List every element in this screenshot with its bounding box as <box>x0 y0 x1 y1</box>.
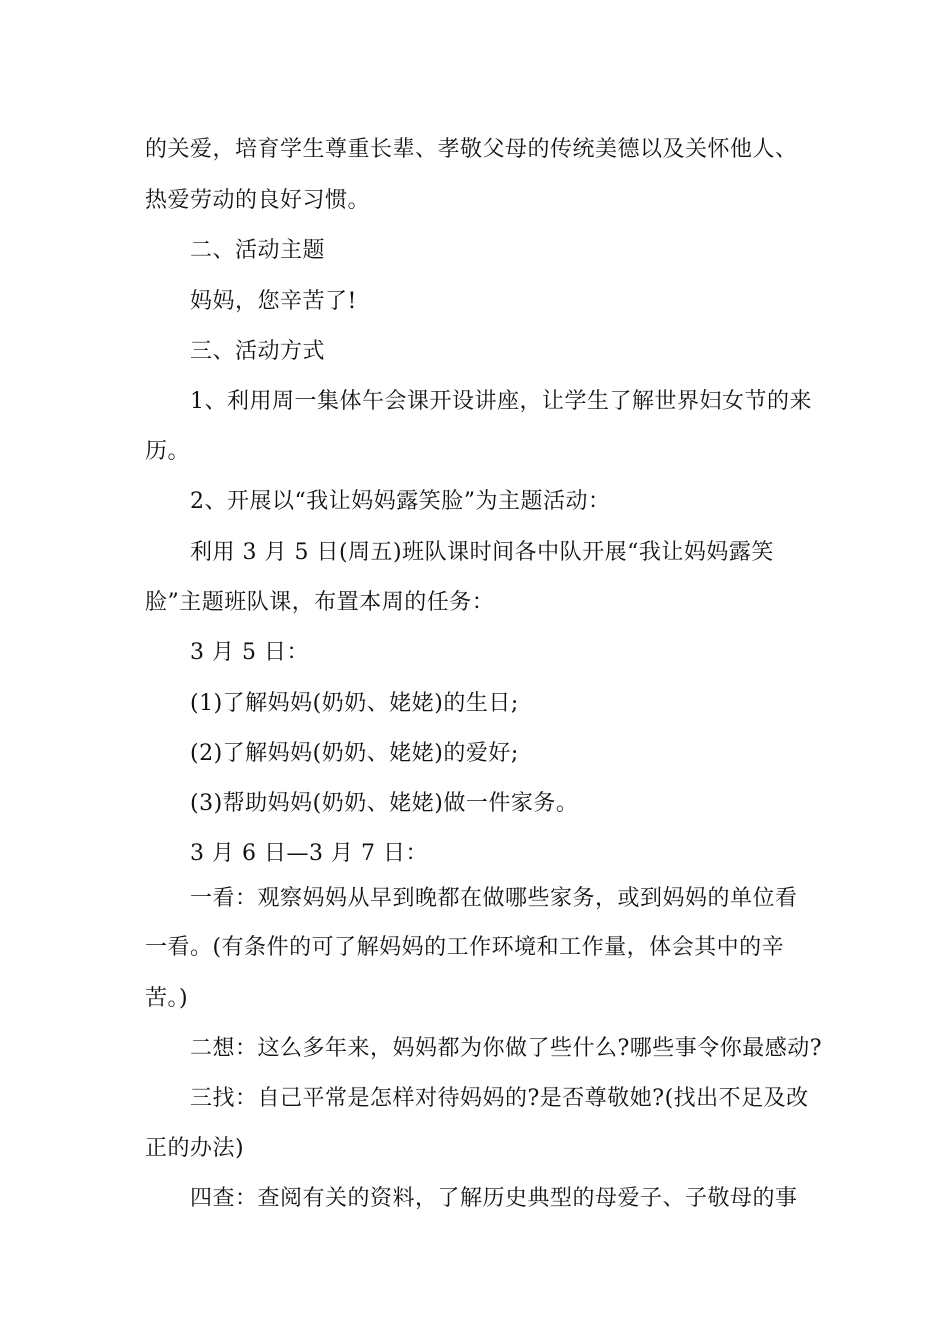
text-line: 利用 3 月 5 日(周五)班队课时间各中队开展“我让妈妈露笑 <box>190 540 774 565</box>
text-line: 3 月 5 日： <box>190 640 309 665</box>
section-heading: 二、活动主题 <box>190 238 326 263</box>
text-line: 三找：自己平常是怎样对待妈妈的?是否尊敬她?(找出不足及改 <box>190 1086 809 1111</box>
text-line: 二想：这么多年来，妈妈都为你做了些什么?哪些事令你最感动? <box>190 1036 823 1061</box>
text-line: 的关爱，培育学生尊重长辈、孝敬父母的传统美德以及关怀他人、 <box>145 137 798 162</box>
section-heading: 三、活动方式 <box>190 339 326 364</box>
text-line: 2、开展以“我让妈妈露笑脸”为主题活动： <box>190 489 611 514</box>
text-line: 苦。) <box>145 986 189 1011</box>
text-line: 热爱劳动的良好习惯。 <box>145 188 371 213</box>
text-line: (2)了解妈妈(奶奶、姥姥)的爱好; <box>190 741 519 766</box>
text-line: 3 月 6 日—3 月 7 日： <box>190 841 428 866</box>
text-line: 正的办法) <box>145 1136 245 1161</box>
text-line: 1、利用周一集体午会课开设讲座，让学生了解世界妇女节的来 <box>190 389 812 414</box>
text-line: (1)了解妈妈(奶奶、姥姥)的生日; <box>190 691 519 716</box>
text-line: 一看。(有条件的可了解妈妈的工作环境和工作量，体会其中的辛 <box>145 935 785 960</box>
text-line: 四查：查阅有关的资料，了解历史典型的母爱子、子敬母的事 <box>190 1186 798 1211</box>
text-line: (3)帮助妈妈(奶奶、姥姥)做一件家务。 <box>190 791 579 816</box>
text-line: 脸”主题班队课，布置本周的任务： <box>145 590 495 615</box>
text-line: 一看：观察妈妈从早到晚都在做哪些家务，或到妈妈的单位看 <box>190 886 798 911</box>
text-line: 妈妈，您辛苦了! <box>190 289 357 314</box>
text-line: 历。 <box>145 439 191 464</box>
